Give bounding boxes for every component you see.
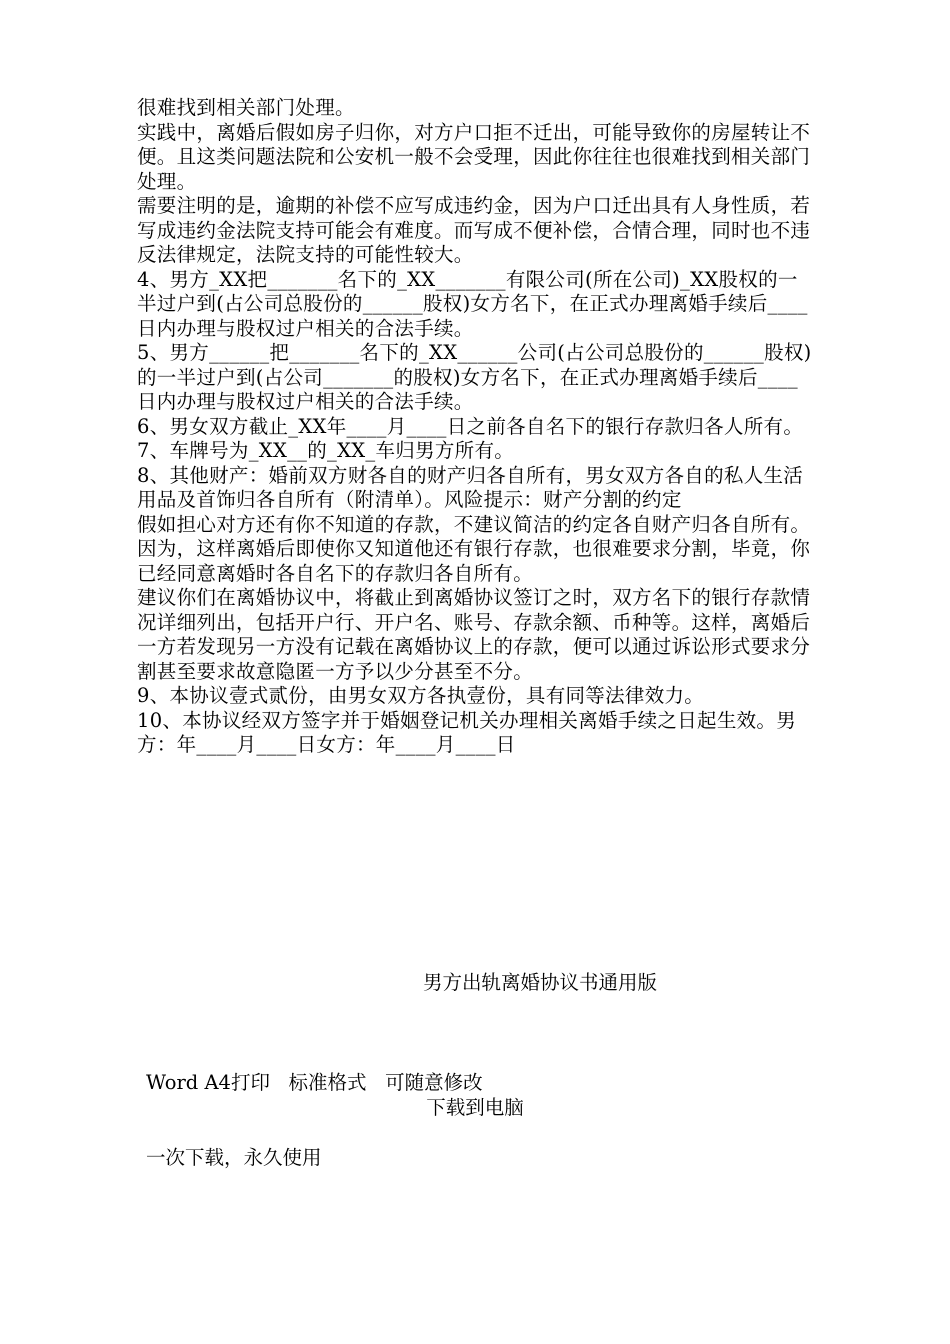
promo-title: 男方出轨离婚协议书通用版 — [422, 971, 657, 994]
paragraph: 实践中，离婚后假如房子归你，对方户口拒不迁出，可能导致你的房屋转让不便。且这类问题法院和公安机一般不会受理，因此你往往也很难找到相关部门处理。 — [137, 120, 811, 193]
promo-features-line: 一次下载，永久使用 — [146, 1146, 322, 1169]
paragraph: 需要注明的是，逾期的补偿不应写成违约金，因为户口迁出具有人身性质，若写成违约金法院支持可能会有难度。而写成不便补偿，合情合理，同时也不违反法律规定，法院支持的可能性较大。 — [137, 194, 811, 266]
clause-7: 7、车牌号为_XX__的_XX_车归男方所有。 — [137, 439, 515, 462]
clause-9: 9、本协议壹式贰份，由男女双方各执壹份，具有同等法律效力。 — [137, 684, 705, 707]
paragraph: 很难找到相关部门处理。 — [137, 96, 355, 119]
paragraph: 建议你们在离婚协议中，将截止到离婚协议签订之时，双方名下的银行存款情况详细列出，包括开户行、开户名、账号、存款余额、币种等。这样，离婚后一方若发现另一方没有记载在离婚协议上的存款，便可以通过诉讼形式要求分割甚至要求故意隐匿一方予以少分甚至不分。 — [137, 586, 811, 683]
clause-8: 8、其他财产：婚前双方财各自的财产归各自所有，男女双方各自的私人生活用品及首饰归各自所有（附清单）。风险提示：财产分割的约定 — [137, 463, 804, 511]
clause-6: 6、男女双方截止_XX年____月____日之前各自名下的银行存款归各人所有。 — [137, 414, 804, 438]
promo-features-line: Word A4打印 标准格式 可随意修改 — [146, 1071, 483, 1094]
clause-10: 10、本协议经双方签字并于婚姻登记机关办理相关离婚手续之日起生效。男方：年____月____日女方：年____月____日 — [137, 708, 797, 756]
download-button[interactable]: 下载到电脑 — [426, 1096, 524, 1119]
paragraph: 假如担心对方还有你不知道的存款，不建议简洁的约定各自财产归各自所有。因为，这样离婚后即使你又知道他还有银行存款，也很难要求分割，毕竟，你已经同意离婚时各自名下的存款归各自所有。 — [137, 512, 811, 585]
clause-4: 4、男方_XX把_______名下的_XX_______有限公司(所在公司)_XX股权的一半过户到(占公司总股份的______股权)女方名下，在正式办理离婚手续后____日内办理与股权过户相关的合法手续。 — [137, 267, 808, 340]
agreement-body — [137, 96, 815, 758]
clause-5: 5、男方______把_______名下的_XX______公司(占公司总股份的______股权)的一半过户到(占公司_______的股权)女方名下，在正式办理离婚手续后____日内办理与股权过户相关的合法手续。 — [137, 341, 812, 413]
